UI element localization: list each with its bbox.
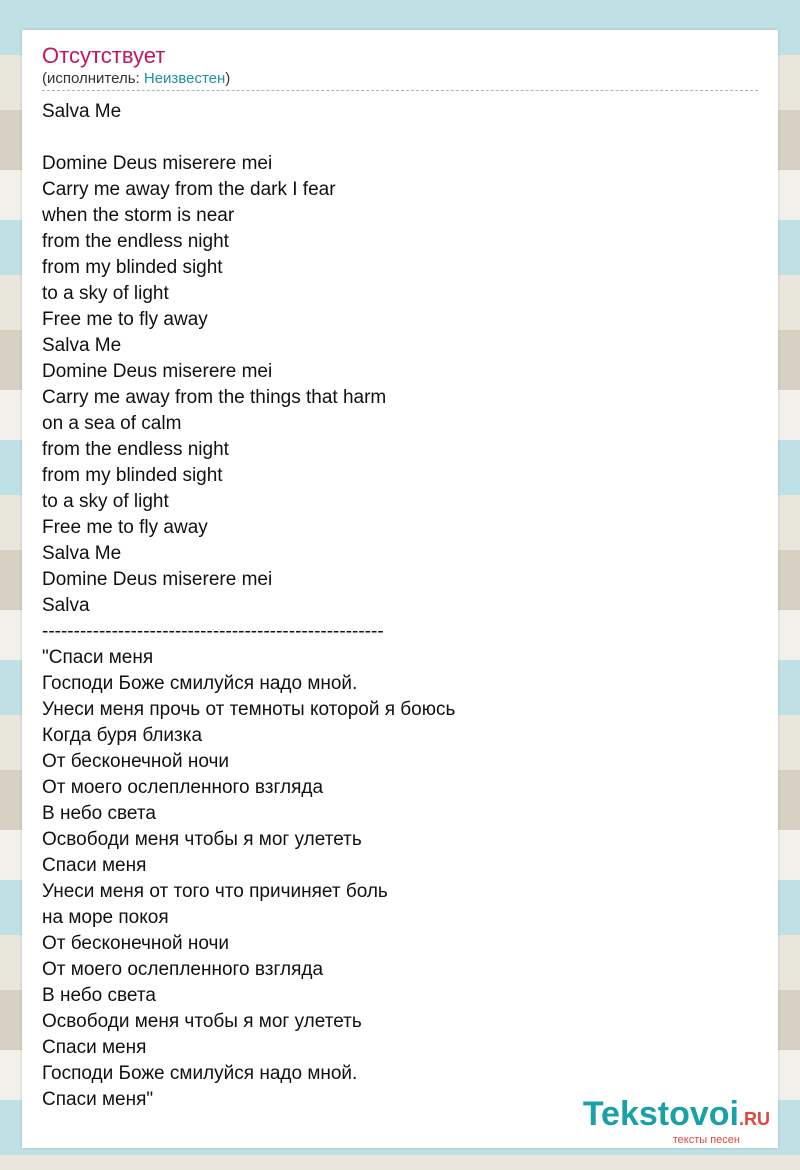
lyric-line: Salva bbox=[42, 595, 90, 616]
lyric-line: from my blinded sight bbox=[42, 465, 223, 486]
lyric-line: От моего ослепленного взгляда bbox=[42, 777, 324, 798]
lyric-line: Спаси меня bbox=[42, 855, 147, 876]
lyric-line: Salva Me bbox=[42, 335, 122, 356]
lyric-line: От моего ослепленного взгляда bbox=[42, 959, 324, 980]
logo-tld: .RU bbox=[739, 1109, 770, 1129]
lyric-line: на море покоя bbox=[42, 907, 169, 928]
lyrics-body bbox=[42, 99, 758, 1113]
site-logo[interactable] bbox=[583, 1097, 770, 1146]
lyric-line: Освободи меня чтобы я мог улететь bbox=[42, 1011, 362, 1032]
lyric-line: when the storm is near bbox=[42, 205, 235, 226]
lyric-line: В небо света bbox=[42, 803, 156, 824]
lyric-line: to a sky of light bbox=[42, 283, 169, 304]
lyric-line: from the endless night bbox=[42, 231, 229, 252]
artist-prefix: (исполнитель: bbox=[42, 70, 144, 87]
lyric-line: Salva Me bbox=[42, 101, 122, 122]
lyric-line bbox=[42, 125, 758, 151]
lyric-line: Спаси меня" bbox=[42, 1089, 154, 1110]
lyric-line: Salva Me bbox=[42, 543, 122, 564]
lyric-line: from the endless night bbox=[42, 439, 229, 460]
lyric-line: Carry me away from the things that harm bbox=[42, 387, 387, 408]
lyrics-card bbox=[22, 30, 778, 1148]
lyric-line: Domine Deus miserere mei bbox=[42, 361, 273, 382]
lyric-line: Унеси меня прочь от темноты которой я боюсь bbox=[42, 699, 456, 720]
lyric-line: Спаси меня bbox=[42, 1037, 147, 1058]
lyric-line: Carry me away from the dark I fear bbox=[42, 179, 336, 200]
lyric-line: on a sea of calm bbox=[42, 413, 182, 434]
lyric-line: Domine Deus miserere mei bbox=[42, 153, 273, 174]
lyric-line: "Спаси меня bbox=[42, 647, 154, 668]
lyric-line: Когда буря близка bbox=[42, 725, 203, 746]
lyric-line: to a sky of light bbox=[42, 491, 169, 512]
lyric-line: От бесконечной ночи bbox=[42, 751, 230, 772]
lyric-line: Free me to fly away bbox=[42, 309, 208, 330]
artist-line bbox=[42, 70, 758, 91]
artist-suffix: ) bbox=[225, 70, 231, 87]
lyric-line: Domine Deus miserere mei bbox=[42, 569, 273, 590]
lyric-line: from my blinded sight bbox=[42, 257, 223, 278]
lyric-line: Господи Боже смилуйся надо мной. bbox=[42, 673, 358, 694]
lyric-line: В небо света bbox=[42, 985, 156, 1006]
lyric-line: Унеси меня от того что причиняет боль bbox=[42, 881, 388, 902]
lyric-line: ------------------------------------------------------ bbox=[42, 621, 384, 642]
lyric-line: Free me to fly away bbox=[42, 517, 208, 538]
logo-name: Tekstovoi bbox=[582, 1095, 739, 1133]
logo-tagline: тексты песен bbox=[672, 1134, 740, 1146]
song-title: Отсутствует bbox=[42, 43, 166, 68]
lyric-line: Освободи меня чтобы я мог улететь bbox=[42, 829, 362, 850]
lyric-line: Господи Боже смилуйся надо мной. bbox=[42, 1063, 358, 1084]
lyric-line: От бесконечной ночи bbox=[42, 933, 230, 954]
artist-link[interactable]: Неизвестен bbox=[143, 70, 226, 87]
